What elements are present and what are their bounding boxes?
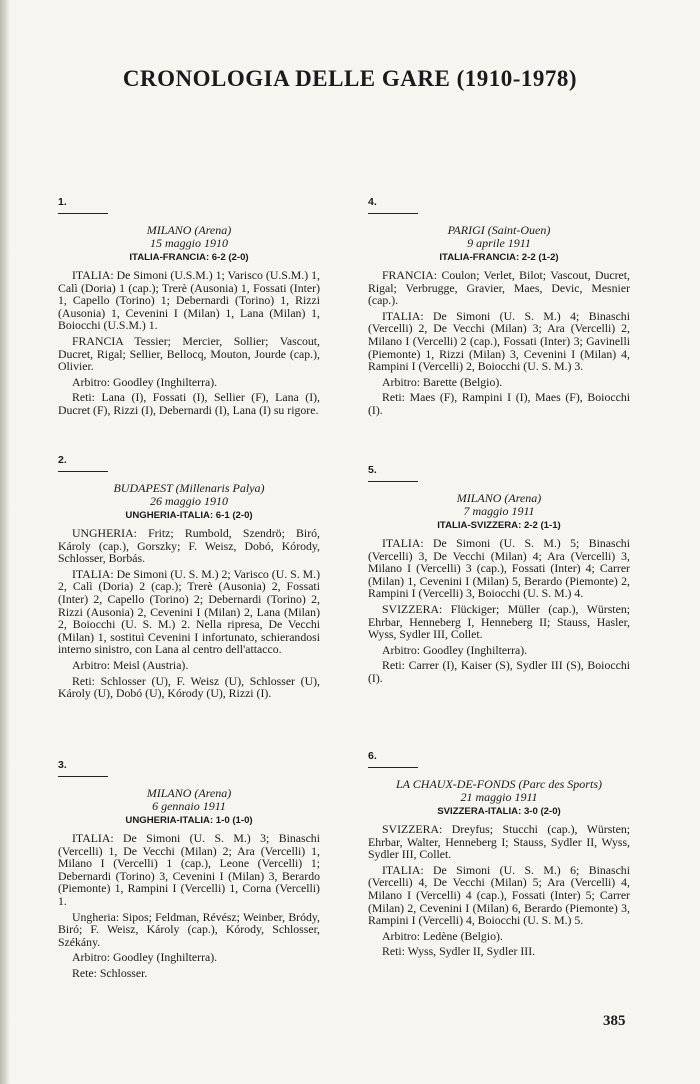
lineup-paragraph: UNGHERIA: Fritz; Rumbold, Szendrö; Biró, Károly (cap.), Gorszky; F. Weisz, Dobó, Kórody, Schlosser, Borbás. <box>58 526 320 566</box>
match-score: ITALIA-FRANCIA: 6-2 (2-0) <box>129 252 249 263</box>
match-body <box>368 537 630 685</box>
match-score: UNGHERIA-ITALIA: 1-0 (1-0) <box>125 815 253 826</box>
lineup-paragraph: FRANCIA: Coulon; Verlet, Bilot; Vascout, Ducret, Rigal; Verbrugge, Gravier, Maes, Devic, Mesnier (cap.). <box>368 268 630 308</box>
match-score: ITALIA-SVIZZERA: 2-2 (1-1) <box>437 520 561 531</box>
match-rule <box>58 213 108 214</box>
match-score: SVIZZERA-ITALIA: 3-0 (2-0) <box>437 806 561 817</box>
lineup-paragraph: ITALIA: De Simoni (U. S. M.) 5; Binaschi (Vercelli) 3, De Vecchi (Milan) 4; Ara (Vercelli) 3, Milano I (Vercelli) 3 (cap.), Fossati (Inter) 4; Carrer (Milan) 1, Cevenini I (Milan) 5, Berardo (Piemonte) 2, Rampini I (Vercelli) 3, Boiocchi (U. S. M.) 4. <box>368 536 630 601</box>
match-entry-4 <box>368 196 630 420</box>
referee-line: Arbitro: Goodley (Inghilterra). <box>382 642 528 657</box>
match-rule <box>58 776 108 777</box>
lineup-paragraph: ITALIA: De Simoni (U. S. M.) 4; Binaschi (Vercelli) 2, De Vecchi (Milan) 3; Ara (Vercelli) 2, Milano I (Vercelli) 2 (cap.), Fossati (Inter) 3; Gavinelli (Piemonte) 1, Rizzi (Milan) 3, Cevenini I (Milan) 4, Rampini I (Vercelli) 2, Boiocchi (U. S. M.) 3. <box>368 308 630 374</box>
goals-line: Rete: Schlosser. <box>72 965 148 980</box>
lineup-paragraph: ITALIA: De Simoni (U. S. M.) 2; Varisco (U. S. M.) 2, Calì (Doria) 2 (cap.); Trerè (Ausonia) 2, Fossati (Inter) 2, Capello (Torino) 2; Debernardi (Torino) 2, Rizzi (Ausonia) 2, Cevenini I (Milan) 2, Lana (Milan) 2, Boiocchi (U. S. M.) 2. Nella ripresa, De Vecchi (Milan) 1, sostituì Cevenini I infortunato, schierandosi interno sinistro, con Lana al centro dell'attacco. <box>58 566 320 657</box>
match-rule <box>368 213 418 214</box>
referee-line: Arbitro: Ledène (Belgio). <box>382 928 503 943</box>
match-score: UNGHERIA-ITALIA: 6-1 (2-0) <box>125 510 253 521</box>
lineup-paragraph: ITALIA: De Simoni (U. S. M.) 6; Binaschi (Vercelli) 4, De Vecchi (Milan) 5; Ara (Vercelli) 4, Milano I (Vercelli) 4 (cap.), Fossati (Inter) 5; Carrer (Milan) 2, Cevenini I (Milan) 6, Berardo (Piemonte) 3, Rampini I (Vercelli) 4, Boiocchi (U. S. M.) 5. <box>368 862 630 928</box>
lineup-paragraph: Ungheria: Sipos; Feldman, Révész; Weinber, Bródy, Biró; F. Weisz, Károly (cap.), Kórody, Schlosser, Székány. <box>58 909 320 949</box>
page-title: CRONOLOGIA DELLE GARE (1910-1978) <box>122 66 578 91</box>
goals-line: Reti: Schlosser (U), F. Weisz (U), Schlosser (U), Károly (U), Dobó (U), Kórody (U), Rizzi (I). <box>58 673 320 701</box>
match-number: 5. <box>368 464 377 476</box>
match-date: 7 maggio 1911 <box>463 504 535 518</box>
match-venue: PARIGI (Saint-Ouen) <box>447 223 551 237</box>
lineup-paragraph: FRANCIA Tessier; Mercier, Sollier; Vascout, Ducret, Rigal; Sellier, Bellocq, Mouton, Jourde (cap.), Olivier. <box>58 333 320 374</box>
match-score: ITALIA-FRANCIA: 2-2 (1-2) <box>439 252 559 263</box>
goals-line: Reti: Carrer (I), Kaiser (S), Sydler III (S), Boiocchi (I). <box>368 658 630 685</box>
match-date: 9 aprile 1911 <box>467 236 531 250</box>
match-rule <box>368 767 418 768</box>
match-body <box>58 269 320 417</box>
goals-line: Reti: Wyss, Sydler II, Sydler III. <box>382 944 536 959</box>
lineup-paragraph: ITALIA: De Simoni (U. S. M.) 3; Binaschi (Vercelli) 1, De Vecchi (Milan) 2; Ara (Vercelli) 1, Milano I (Vercelli) 1 (cap.), Leone (Vercelli) 1; Debernardi (Torino) 3, Cevenini I (Milan) 3, Berardo (Piemonte) 1, Rampini I (Vercelli) 1, Corna (Vercelli) 1. <box>58 831 320 908</box>
match-venue: MILANO (Arena) <box>146 786 232 800</box>
page-number: 385 <box>603 1013 626 1029</box>
referee-line: Arbitro: Barette (Belgio). <box>382 374 503 389</box>
match-body <box>368 823 630 958</box>
referee-line: Arbitro: Goodley (Inghilterra). <box>72 950 218 965</box>
match-date: 26 maggio 1910 <box>150 494 228 508</box>
match-date: 21 maggio 1911 <box>460 790 538 804</box>
match-entry-1 <box>58 196 320 420</box>
lineup-paragraph: ITALIA: De Simoni (U.S.M.) 1; Varisco (U.S.M.) 1, Calì (Doria) 1 (cap.); Trerè (Ausonia) 1, Fossati (Inter) 1, Capello (Torino) 1; Debernardi (Torino) 1, Rizzi (Ausonia) 1, Cevenini I (Milan) 1, Lana (Milan) 1, Boiocchi (U.S.M.) 1. <box>58 268 320 333</box>
page-binding-shadow <box>0 0 10 1084</box>
match-entry-2 <box>58 454 320 703</box>
match-number: 4. <box>368 196 377 208</box>
match-date: 15 maggio 1910 <box>150 236 228 250</box>
match-body <box>368 269 630 417</box>
match-venue: MILANO (Arena) <box>456 491 542 505</box>
match-rule <box>58 471 108 472</box>
match-entry-3 <box>58 759 320 983</box>
match-venue: LA CHAUX-DE-FONDS (Parc des Sports) <box>396 777 602 791</box>
match-number: 3. <box>58 759 67 771</box>
referee-line: Arbitro: Goodley (Inghilterra). <box>72 374 218 389</box>
match-number: 6. <box>368 750 377 762</box>
referee-line: Arbitro: Meisl (Austria). <box>72 657 189 672</box>
match-body <box>58 527 320 700</box>
match-date: 6 gennaio 1911 <box>152 799 226 813</box>
match-body <box>58 832 320 980</box>
goals-line: Reti: Lana (I), Fossati (I), Sellier (F), Lana (I), Ducret (F), Rizzi (I), Debernardi (I), Lana (I) su rigore. <box>58 390 320 417</box>
goals-line: Reti: Maes (F), Rampini I (I), Maes (F), Boiocchi (I). <box>368 390 630 417</box>
match-entry-5 <box>368 464 630 688</box>
match-entry-6 <box>368 750 630 961</box>
lineup-paragraph: SVIZZERA: Dreyfus; Stucchi (cap.), Würsten; Ehrbar, Walter, Henneberg I; Stauss, Sydler II, Wyss, Sydler III, Collet. <box>368 822 630 862</box>
match-venue: BUDAPEST (Millenaris Palya) <box>113 481 265 495</box>
lineup-paragraph: SVIZZERA: Flückiger; Müller (cap.), Würsten; Ehrbar, Henneberg I, Henneberg II; Stauss, Hasler, Wyss, Sydler III, Collet. <box>368 601 630 642</box>
match-number: 2. <box>58 454 67 466</box>
match-number: 1. <box>58 196 67 208</box>
match-venue: MILANO (Arena) <box>146 223 232 237</box>
match-rule <box>368 481 418 482</box>
